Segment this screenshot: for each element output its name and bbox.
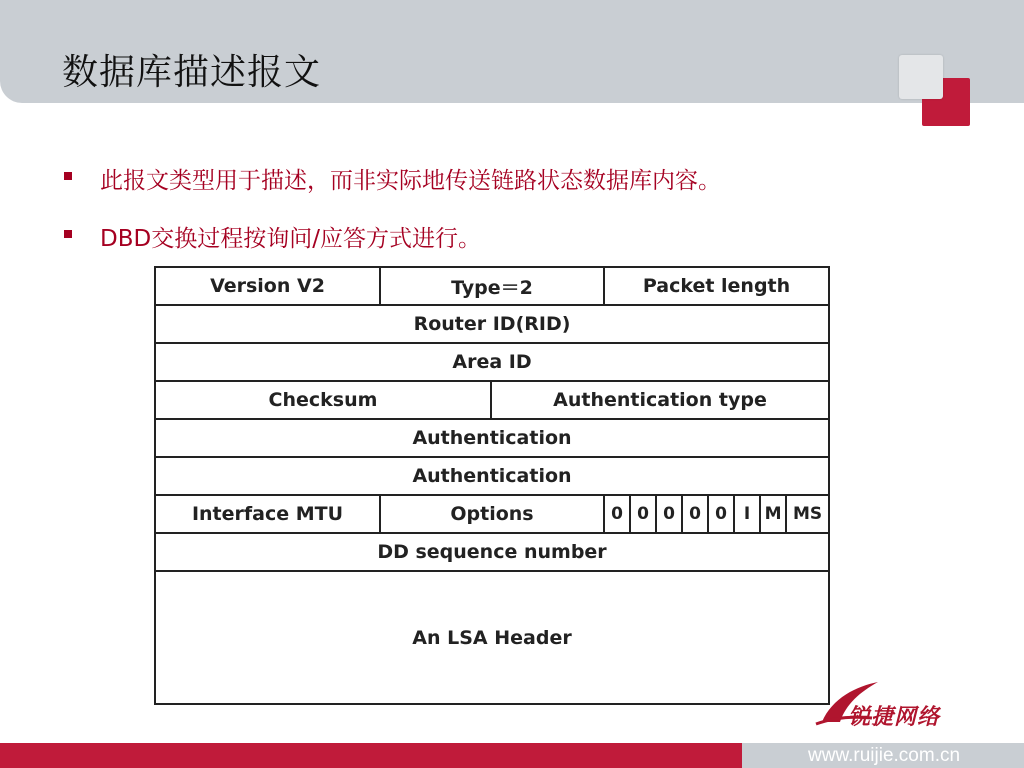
dd-sequence-field: DD sequence number <box>155 533 829 571</box>
interface-mtu-field: Interface MTU <box>155 495 380 533</box>
table-row <box>155 533 829 571</box>
footer-url: www.ruijie.com.cn <box>808 745 961 766</box>
flag-bit: 0 <box>629 496 655 532</box>
table-row <box>155 381 829 419</box>
title-decoration-gray <box>899 55 943 99</box>
flag-bit: 0 <box>611 504 623 524</box>
dbd-packet-format-table <box>154 266 830 705</box>
table-row <box>155 267 829 305</box>
area-id-field: Area ID <box>155 343 829 381</box>
version-field: Version V2 <box>155 267 380 305</box>
brand-logo-text: 锐捷网络 <box>848 705 941 730</box>
flags-field <box>604 495 829 533</box>
table-row <box>155 457 829 495</box>
table-row <box>155 495 829 533</box>
lsa-header-field: An LSA Header <box>155 571 829 704</box>
bullet-text: DBD交换过程按询问/应答方式进行。 <box>100 226 481 252</box>
type-field: Type＝2 <box>380 267 604 305</box>
bullet-text: 此报文类型用于描述，而非实际地传送链路状态数据库内容。 <box>100 168 721 194</box>
table-row <box>155 343 829 381</box>
table-row <box>155 571 829 704</box>
flag-bit-i: I <box>733 496 759 532</box>
router-id-field: Router ID(RID) <box>155 305 829 343</box>
slide-title: 数据库描述报文 <box>62 52 322 93</box>
table-row <box>155 305 829 343</box>
auth-type-field: Authentication type <box>491 381 829 419</box>
packet-length-field: Packet length <box>604 267 829 305</box>
flag-bit-m: M <box>759 496 785 532</box>
flag-bit: 0 <box>681 496 707 532</box>
bullet-square-icon <box>64 172 72 180</box>
footer-red-bar <box>0 743 742 768</box>
bullet-square-icon <box>64 230 72 238</box>
options-field: Options <box>380 495 604 533</box>
checksum-field: Checksum <box>155 381 491 419</box>
flag-bit: 0 <box>707 496 733 532</box>
authentication-field: Authentication <box>155 457 829 495</box>
authentication-field: Authentication <box>155 419 829 457</box>
table-row <box>155 419 829 457</box>
flag-bit-ms: MS <box>785 496 828 532</box>
flag-bit: 0 <box>655 496 681 532</box>
